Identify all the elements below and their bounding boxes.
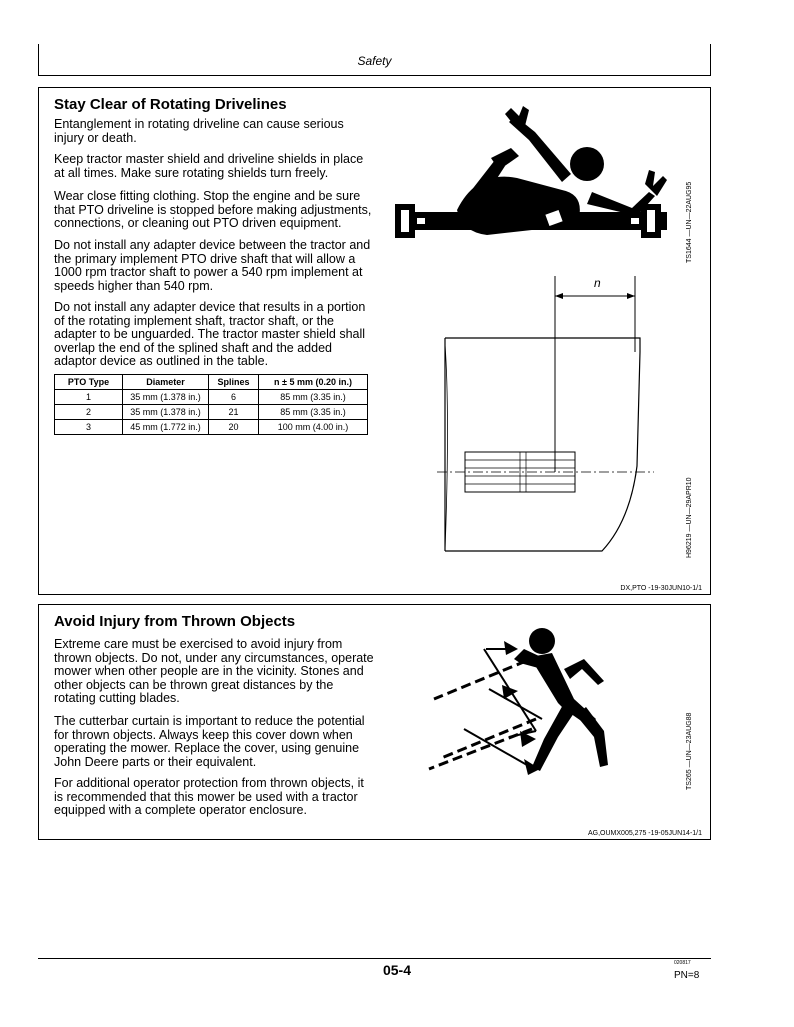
paragraph: Extreme care must be exercised to avoid injury from thrown objects. Do not, under any circumstances, operate mower when other people are in the vicinity. Stones and other objects can be thrown great distances by the rotating cutting blades.: [54, 637, 374, 706]
footer-divider: [38, 958, 711, 959]
table-cell: 35 mm (1.378 in.): [123, 405, 209, 420]
table-header: Splines: [209, 375, 259, 390]
paragraph: The cutterbar curtain is important to reduce the potential for thrown objects. Always keep this cover down when operating the mower. Replace the cover, using genuine John Deere parts or their equivalent.: [54, 714, 365, 769]
pn-label: PN=8: [674, 970, 700, 981]
splined-shaft-diagram: [432, 276, 657, 566]
table-cell: 45 mm (1.772 in.): [123, 420, 209, 435]
figure-code: H96219 —UN—29APR10: [686, 477, 693, 558]
table-row: [55, 390, 368, 405]
paragraph: Wear close fitting clothing. Stop the engine and be sure that PTO driveline is stopped before making adjustments, connections, or cleaning out PTO driven equipment.: [54, 189, 372, 231]
paragraph: Do not install any adapter device that results in a portion of the rotating implement shaft, tractor shaft, or the adapter to be unguarded. The tractor master shield shall overlap the end of the splined shaft and the added adaptor device as outlined in the table.: [54, 300, 366, 369]
table-header: PTO Type: [55, 375, 123, 390]
header-title: Safety: [357, 54, 392, 68]
paragraph: For additional operator protection from thrown objects, it is recommended that this mower be used with a tractor equipped with a complete operator enclosure.: [54, 776, 364, 818]
table-cell: 1: [55, 390, 123, 405]
table-cell: 85 mm (3.35 in.): [259, 390, 368, 405]
driveline-entanglement-figure: [387, 100, 687, 270]
table-row: [55, 420, 368, 435]
reference-code: DX,PTO -19-30JUN10-1/1: [620, 585, 702, 592]
page-header: [38, 44, 711, 76]
table-header: n ± 5 mm (0.20 in.): [259, 375, 368, 390]
page-number: 05-4: [382, 962, 412, 978]
table-cell: 20: [209, 420, 259, 435]
table-cell: 2: [55, 405, 123, 420]
table-header: Diameter: [123, 375, 209, 390]
reference-code: AG,OUMX005,275 -19-05JUN14-1/1: [588, 830, 702, 837]
figure-code: TS1644 —UN—22AUG95: [686, 181, 693, 263]
figure-code: TS265 —UN—23AUG88: [686, 712, 693, 790]
table-cell: 100 mm (4.00 in.): [259, 420, 368, 435]
table-cell: 85 mm (3.35 in.): [259, 405, 368, 420]
table-cell: 3: [55, 420, 123, 435]
date-code: 020817: [674, 960, 691, 966]
section-thrown-objects: [38, 604, 711, 840]
paragraph: Do not install any adapter device between the tractor and the primary implement PTO drive shaft that will allow a 1000 rpm tractor shaft to power a 540 rpm implement at speeds higher than 540 rpm.: [54, 238, 371, 293]
pto-table: [54, 374, 368, 435]
paragraph: Entanglement in rotating driveline can cause serious injury or death.: [54, 117, 344, 145]
table-cell: 21: [209, 405, 259, 420]
table-row: [55, 405, 368, 420]
dimension-label: n: [594, 276, 601, 290]
section-rotating-drivelines: [38, 87, 711, 595]
paragraph: Keep tractor master shield and driveline shields in place at all times. Make sure rotating shields turn freely.: [54, 152, 364, 180]
section-title: Stay Clear of Rotating Drivelines: [54, 96, 287, 113]
table-cell: 35 mm (1.378 in.): [123, 390, 209, 405]
table-cell: 6: [209, 390, 259, 405]
thrown-objects-figure: [424, 619, 664, 784]
section-title: Avoid Injury from Thrown Objects: [54, 613, 296, 630]
table-header-row: [55, 375, 368, 390]
